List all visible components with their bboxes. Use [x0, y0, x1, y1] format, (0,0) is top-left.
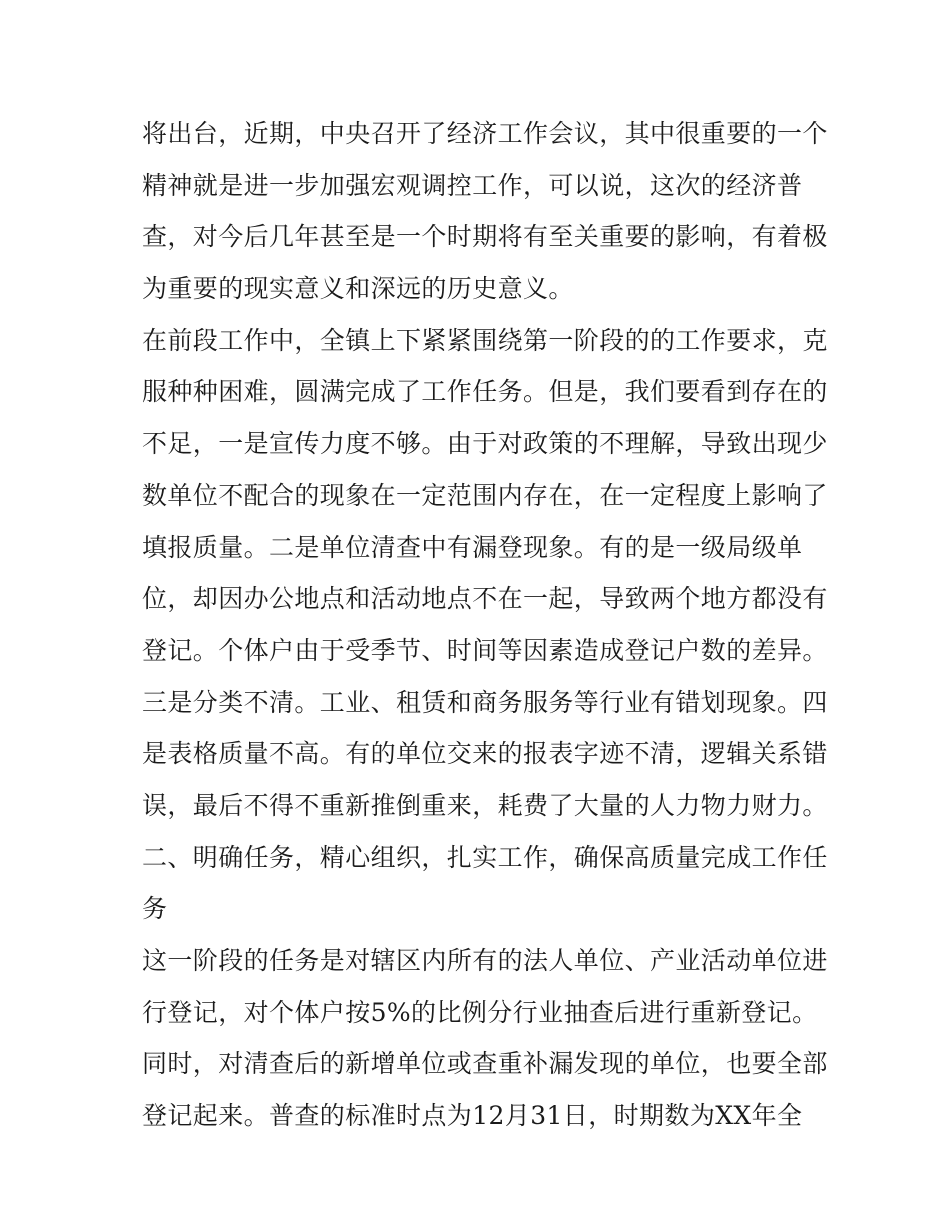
text-line: 登记。个体户由于受季节、时间等因素造成登记户数的差异。 — [142, 635, 828, 665]
text-line: 查，对今后几年甚至是一个时期将有至关重要的影响，有着极 — [142, 222, 828, 252]
text-line: 将出台，近期，中央召开了经济工作会议，其中很重要的一个 — [142, 119, 828, 148]
text-line: 为重要的现实意义和深远的历史意义。 — [142, 274, 574, 304]
text-line: 误，最后不得不重新推倒重来，耗费了大量的人力物力财力。 — [142, 790, 828, 820]
text-line: 数单位不配合的现象在一定范围内存在，在一定程度上影响了 — [142, 480, 828, 510]
document-body — [142, 108, 828, 1142]
section-heading: 务 — [142, 894, 168, 924]
text-line: 这一阶段的任务是对辖区内所有的法人单位、产业活动单位进 — [142, 946, 828, 975]
text-line: 登记起来。普查的标准时点为12月31日，时期数为XX年全 — [142, 1101, 803, 1131]
text-line: 在前段工作中，全镇上下紧紧围绕第一阶段的的工作要求，克 — [142, 325, 828, 355]
text-line: 精神就是进一步加强宏观调控工作，可以说，这次的经济普 — [142, 170, 803, 200]
text-line: 填报质量。二是单位清查中有漏登现象。有的是一级局级单 — [142, 532, 803, 562]
text-line: 三是分类不清。工业、租赁和商务服务等行业有错划现象。四 — [142, 687, 828, 717]
text-line: 不足，一是宣传力度不够。由于对政策的不理解，导致出现少 — [142, 429, 828, 459]
text-line: 位，却因办公地点和活动地点不在一起，导致两个地方都没有 — [142, 584, 828, 614]
text-line: 是表格质量不高。有的单位交来的报表字迹不清，逻辑关系错 — [142, 739, 828, 769]
section-heading: 二、明确任务，精心组织，扎实工作，确保高质量完成工作任 — [142, 842, 828, 872]
text-line: 同时，对清查后的新增单位或查重补漏发现的单位，也要全部 — [142, 1049, 828, 1079]
text-line: 行登记，对个体户按5%的比例分行业抽查后进行重新登记。 — [142, 997, 818, 1027]
text-line: 服种种困难，圆满完成了工作任务。但是，我们要看到存在的 — [142, 377, 828, 407]
